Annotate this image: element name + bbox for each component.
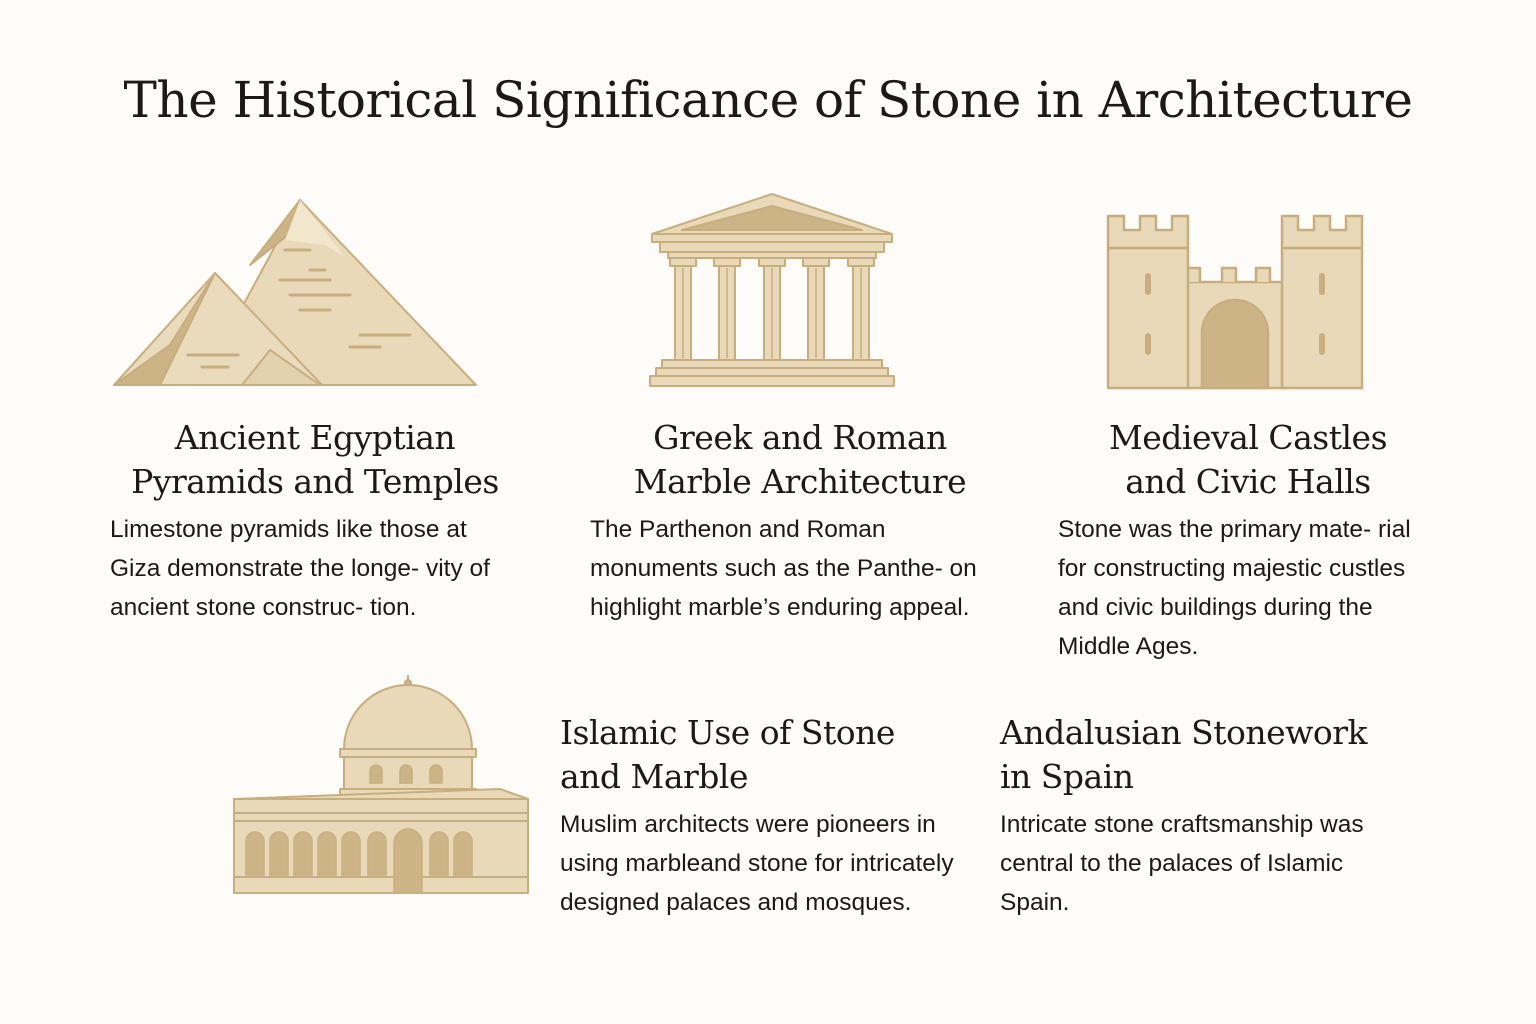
domed-mosque-icon	[232, 673, 532, 895]
section-andalusian	[1000, 711, 1400, 922]
greek-temple-icon	[648, 192, 896, 390]
page-title: The Historical Significance of Stone in Architecture	[123, 71, 1413, 129]
section-body: Limestone pyramids like those at Giza demonstrate the longe- vity of ancient stone construc- tion.	[110, 516, 490, 621]
section-egypt	[110, 416, 520, 627]
section-greek-roman	[590, 416, 1010, 627]
castle-icon	[1104, 212, 1366, 392]
section-heading: Greek and Roman Marble Architecture	[633, 418, 967, 501]
section-heading: Ancient Egyptian Pyramids and Temples	[131, 418, 499, 501]
section-body: Stone was the primary mate- rial for constructing majestic custles and civic buildings during the Middle Ages.	[1058, 516, 1411, 660]
section-heading: Andalusian Stonework in Spain	[1000, 713, 1368, 796]
section-body: Muslim architects were pioneers in using marbleand stone for intricately designed palaces and mosques.	[560, 811, 954, 916]
section-heading: Medieval Castles and Civic Halls	[1108, 418, 1388, 501]
section-heading: Islamic Use of Stone and Marble	[560, 713, 895, 796]
pyramids-icon	[110, 195, 482, 390]
section-body: The Parthenon and Roman monuments such as the Panthe- on highlight marble’s enduring appeal.	[590, 516, 977, 621]
section-body: Intricate stone craftsmanship was central to the palaces of Islamic Spain.	[1000, 811, 1364, 916]
section-islamic	[560, 711, 960, 922]
section-medieval	[1058, 416, 1438, 666]
